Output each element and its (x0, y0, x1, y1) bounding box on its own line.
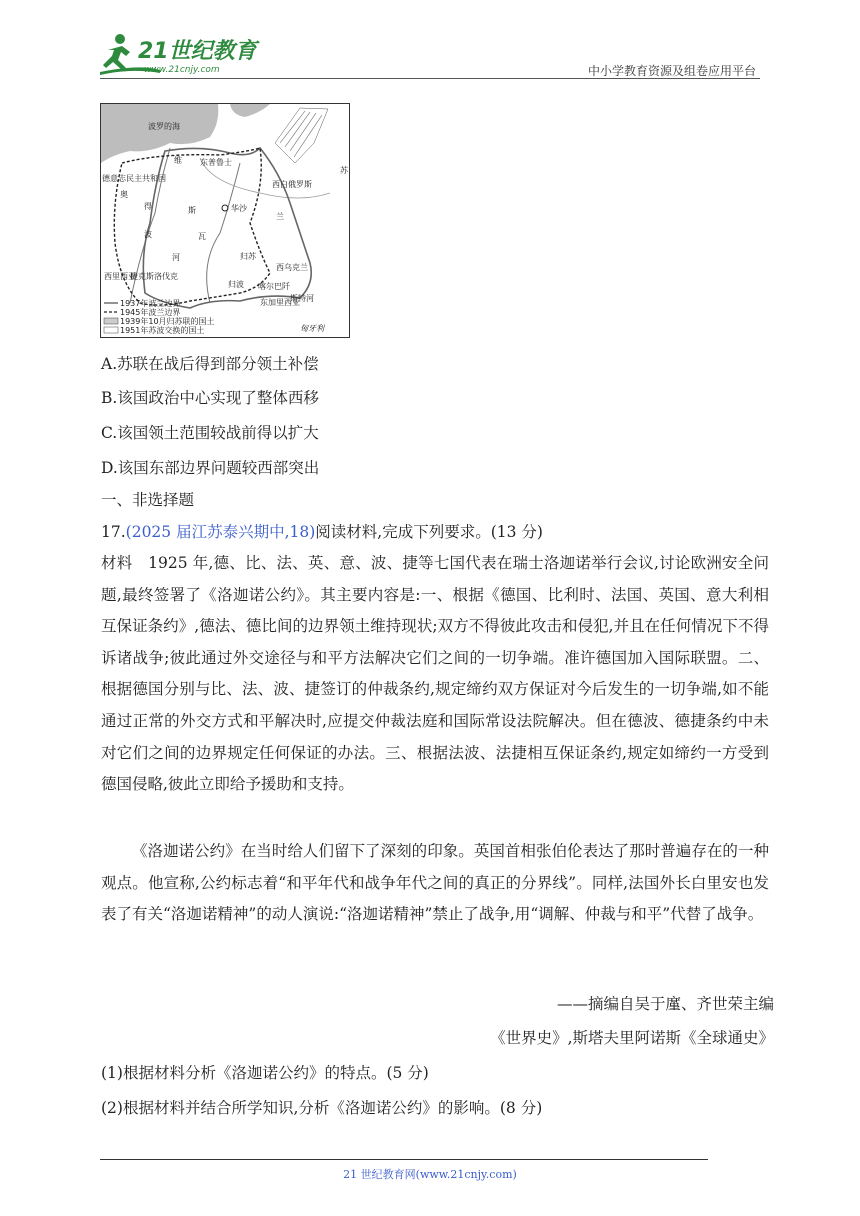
label-ao: 奥 (120, 190, 128, 199)
platform-name: 中小学教育资源及组卷应用平台 (587, 64, 756, 78)
header-divider (100, 78, 760, 79)
footer-text: 21 世纪教育网(www.21cnjy.com) (343, 1168, 517, 1181)
question-source: (2025 届江苏泰兴期中,18) (125, 523, 316, 541)
option-b: B.该国政治中心实现了整体西移 (101, 389, 319, 407)
label-hungary: 匈牙利 (300, 324, 324, 333)
legend-1951: 1951年苏波交换的国土 (120, 326, 205, 335)
label-si: 斯 (188, 206, 196, 215)
label-czech: 捷克斯洛伐克 (130, 272, 178, 281)
label-silesia-river: 斯特河 (290, 294, 314, 303)
site-logo (100, 30, 260, 76)
legend-1945: 1945年波兰边界 (120, 308, 181, 317)
footer-divider (100, 1159, 708, 1160)
label-east-galicia: 东加里西亚 (260, 298, 300, 307)
logo-url: www.21cnjy.com (144, 65, 220, 75)
question-17 (101, 520, 543, 542)
logo-text: 21世纪教育 (138, 39, 257, 64)
label-germany: 德意志民主共和国 (102, 174, 166, 183)
label-baltic: 波罗的海 (148, 122, 180, 131)
label-warsaw: 华沙 (231, 204, 247, 213)
label-west-ukraine: 西乌克兰 (276, 263, 308, 272)
source-line-2: 《世界史》,斯塔夫里阿诺斯《全球通史》 (490, 1029, 774, 1047)
material-paragraph-1: 材料 1925 年,德、比、法、英、意、波、捷等七国代表在瑞士洛迦诺举行会议,讨论欧洲安全问题,最终签署了《洛迦诺公约》。其主要内容是:一、根据《德国、比利时、法国、英国、意大利相互保证条约》,德法、德比间的边界领土维持现状;双方不得彼此攻击和侵犯,并且在任何情况下不得诉诸战争;彼此通过外交途径与和平方法解决它们之间的一切争端。准许德国加入国际联盟。二、根据德国分别与比、法、波、捷签订的仲裁条约,规定缔约双方保证对今后发生的一切争端,如不能通过正常的外交方式和平解决时,应提交仲裁法庭和国际常设法院解决。但在德波、德捷条约中未对它们之间的边界规定任何保证的办法。三、根据法波、法捷相互保证条约,规定如缔约一方受到德国侵略,彼此立即给予援助和支持。 (101, 554, 769, 794)
label-de: 得 (144, 202, 152, 211)
label-wei: 维 (174, 156, 182, 165)
label-he: 河 (172, 253, 180, 262)
sub-question-1: (1)根据材料分析《洛迦诺公约》的特点。(5 分) (101, 1064, 429, 1082)
sub-question-2: (2)根据材料并结合所学知识,分析《洛迦诺公约》的影响。(8 分) (101, 1099, 543, 1117)
poland-border-map (100, 103, 350, 338)
label-gui-bo: 归波 (228, 280, 244, 289)
option-c: C.该国领土范围较战前得以扩大 (101, 424, 319, 442)
label-su: 苏 (340, 166, 348, 175)
section-title: 一、非选择题 (101, 491, 195, 509)
label-east-prussia: 东普鲁士 (200, 158, 232, 167)
label-bo: 波 (144, 230, 152, 239)
label-zhu-lan: 归苏 (240, 252, 256, 261)
page-header (100, 30, 760, 80)
question-number: 17. (101, 523, 126, 541)
material-paragraph-2: 《洛迦诺公约》在当时给人们留下了深刻的印象。英国首相张伯伦表达了那时普遍存在的一种观点。他宣称,公约标志着“和平年代和战争年代之间的真正的分界线”。同样,法国外长白里安也发表了有关“洛迦诺精神”的动人演说:“洛迦诺精神”禁止了战争,用“调解、仲裁与和平”代替了战争。 (101, 842, 769, 924)
label-west-belarus: 西白俄罗斯 (272, 180, 312, 189)
source-line-1: ——摘编自吴于廑、齐世荣主编 (556, 995, 774, 1013)
option-d: D.该国东部边界问题较西部突出 (101, 459, 320, 477)
option-a: A.苏联在战后得到部分领土补偿 (101, 355, 319, 373)
label-carpathia: 喀尔巴阡 (258, 282, 290, 291)
label-wa: 瓦 (198, 232, 206, 241)
label-lan: 兰 (276, 212, 284, 221)
label-west-pomerania: 西里西亚 (104, 272, 136, 281)
legend-1937: 1937年波兰边界 (120, 299, 181, 308)
legend-1939: 1939年10月归苏联的国土 (120, 317, 215, 326)
question-prompt: 阅读材料,完成下列要求。(13 分) (315, 523, 543, 541)
